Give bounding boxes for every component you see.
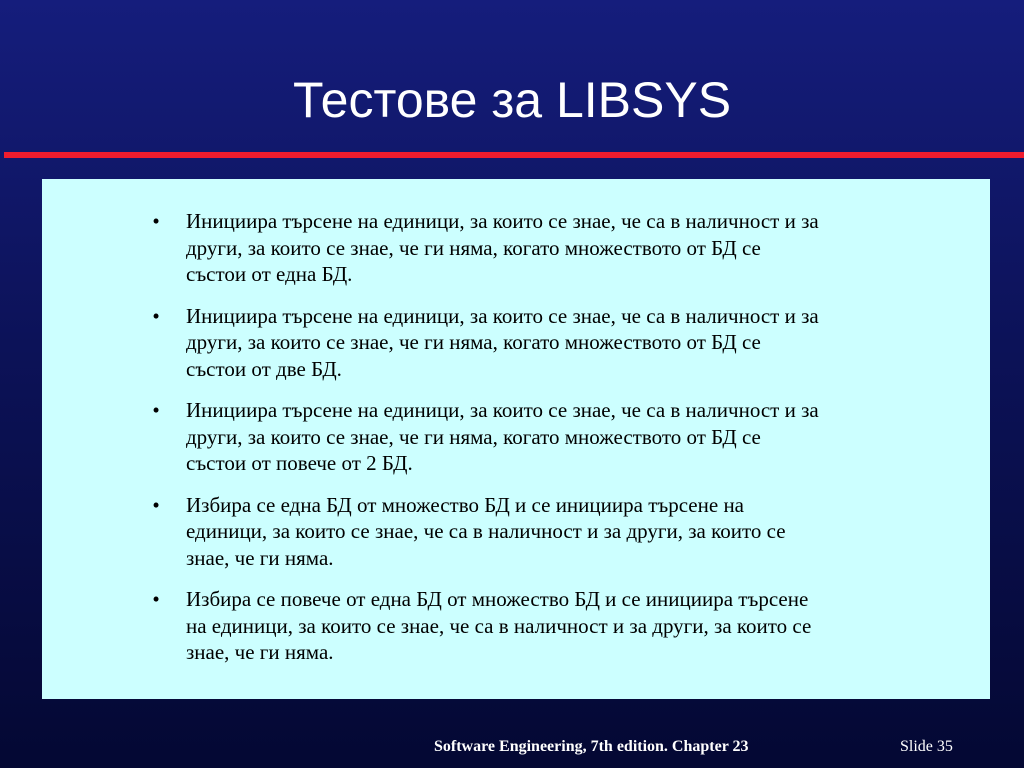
bullet-item [146, 492, 826, 572]
bullet-icon: • [152, 209, 160, 233]
bullet-list [146, 208, 826, 681]
bullet-icon: • [152, 398, 160, 422]
footer-book-title: Software Engineering, 7th edition. Chapter 23 [434, 738, 749, 755]
bullet-icon: • [152, 303, 160, 328]
bullet-text: Избира се повече от една БД от множество БД и се инициира търсене на единици, за които се знае, че са в наличност и за други, за които се знае, че ги няма. [186, 587, 812, 664]
bullet-item [146, 586, 826, 666]
bullet-text: Инициира търсене на единици, за които се знае, че са в наличност и за други, за които се знае, че ги няма, когато множеството от БД се състои от повече от 2 БД. [186, 398, 819, 475]
bullet-text: Инициира търсене на единици, за които се знае, че са в наличност и за други, за които се знае, че ги няма, когато множеството от БД се състои от една БД. [186, 209, 819, 286]
slide-number: Slide 35 [900, 738, 953, 755]
bullet-icon: • [152, 492, 160, 517]
slide-title: Тестове за LIBSYS [292, 72, 732, 128]
bullet-item [146, 208, 826, 288]
bullet-item [146, 397, 826, 477]
bullet-icon: • [152, 587, 160, 611]
title-divider [4, 152, 1024, 158]
bullet-text: Инициира търсене на единици, за които се знае, че са в наличност и за други, за които се знае, че ги няма, когато множеството от БД се състои от две БД. [186, 303, 819, 381]
bullet-text: Избира се една БД от множество БД и се инициира търсене на единици, за които се знае, че са в наличност и за други, за които се знае, че ги няма. [186, 492, 786, 570]
bullet-item [146, 303, 826, 383]
